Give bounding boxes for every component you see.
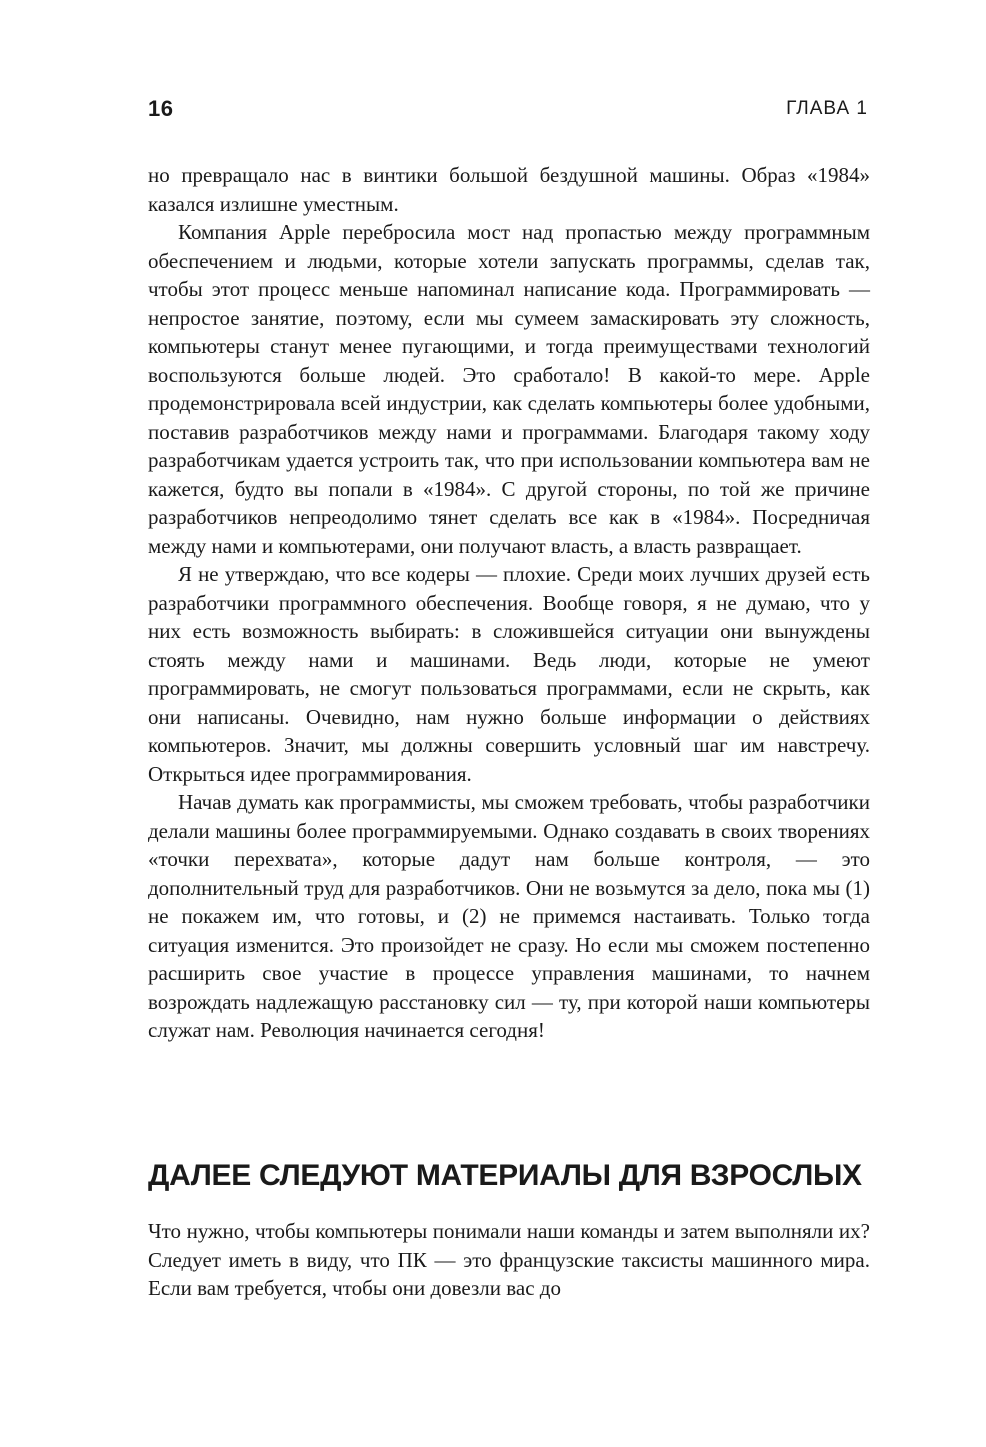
paragraph: Что нужно, чтобы компьютеры понимали наши команды и затем выполняли их? Следует иметь в виду, что ПК — это французские таксисты машинного мира. Если вам требуется, чтобы они довезли вас до: [148, 1219, 870, 1300]
paragraph: Начав думать как программисты, мы сможем требовать, чтобы разработчики делали машины более программируемыми. Однако создавать в своих творениях «точки перехвата», которые дадут нам больше контроля, — это дополнительный труд для разработчиков. Они не возьмутся за дело, пока мы (1) не покажем им, что готовы, и (2) не примемся настаивать. Только тогда ситуация изменится. Это произойдет не сразу. Но если мы сможем постепенно расширить свое участие в процессе управления машинами, то начнем возрождать надлежащую расстановку сил — ту, при которой наши компьютеры служат нам. Революция начинается сегодня!: [148, 790, 870, 1042]
main-text: [148, 161, 870, 1045]
chapter-title: ГЛАВА 1: [786, 98, 868, 119]
section-heading: ДАЛЕЕ СЛЕДУЮТ МАТЕРИАЛЫ ДЛЯ ВЗРОСЛЫХ: [148, 1159, 862, 1192]
paragraph: но превращало нас в винтики большой бездушной машины. Образ «1984» казался излишне уместным.: [148, 163, 870, 216]
section-text: [148, 1217, 870, 1303]
page-number: 16: [148, 96, 174, 121]
paragraph: Я не утверждаю, что все кодеры — плохие. Среди моих лучших друзей есть разработчики программного обеспечения. Вообще говоря, я не думаю, что у них есть возможность выбирать: в сложившейся ситуации они вынуждены стоять между нами и машинами. Ведь люди, которые не умеют программировать, не смогут пользоваться программами, если не скрыть, как они написаны. Очевидно, нам нужно больше информации о действиях компьютеров. Значит, мы должны совершить условный шаг им навстречу. Открыться идее программирования.: [148, 562, 870, 786]
paragraph: Компания Apple перебросила мост над пропастью между программным обеспечением и людьми, которые хотели запускать программы, сделав так, чтобы этот процесс меньше напоминал написание кода. Программировать — непростое занятие, поэтому, если мы сумеем замаскировать эту сложность, компьютеры станут менее пугающими, и тогда преимуществами технологий воспользуются больше людей. Это сработало! В какой-то мере. Apple продемонстрировала всей индустрии, как сделать компьютеры более удобными, поставив разработчиков между нами и программами. Благодаря такому ходу разработчикам удается устроить так, что при использовании компьютера вам не кажется, будто вы попали в «1984». С другой стороны, по той же причине разработчиков непреодолимо тянет сделать все как в «1984». Посредничая между нами и компьютерами, они получают власть, а власть развращает.: [148, 220, 870, 558]
